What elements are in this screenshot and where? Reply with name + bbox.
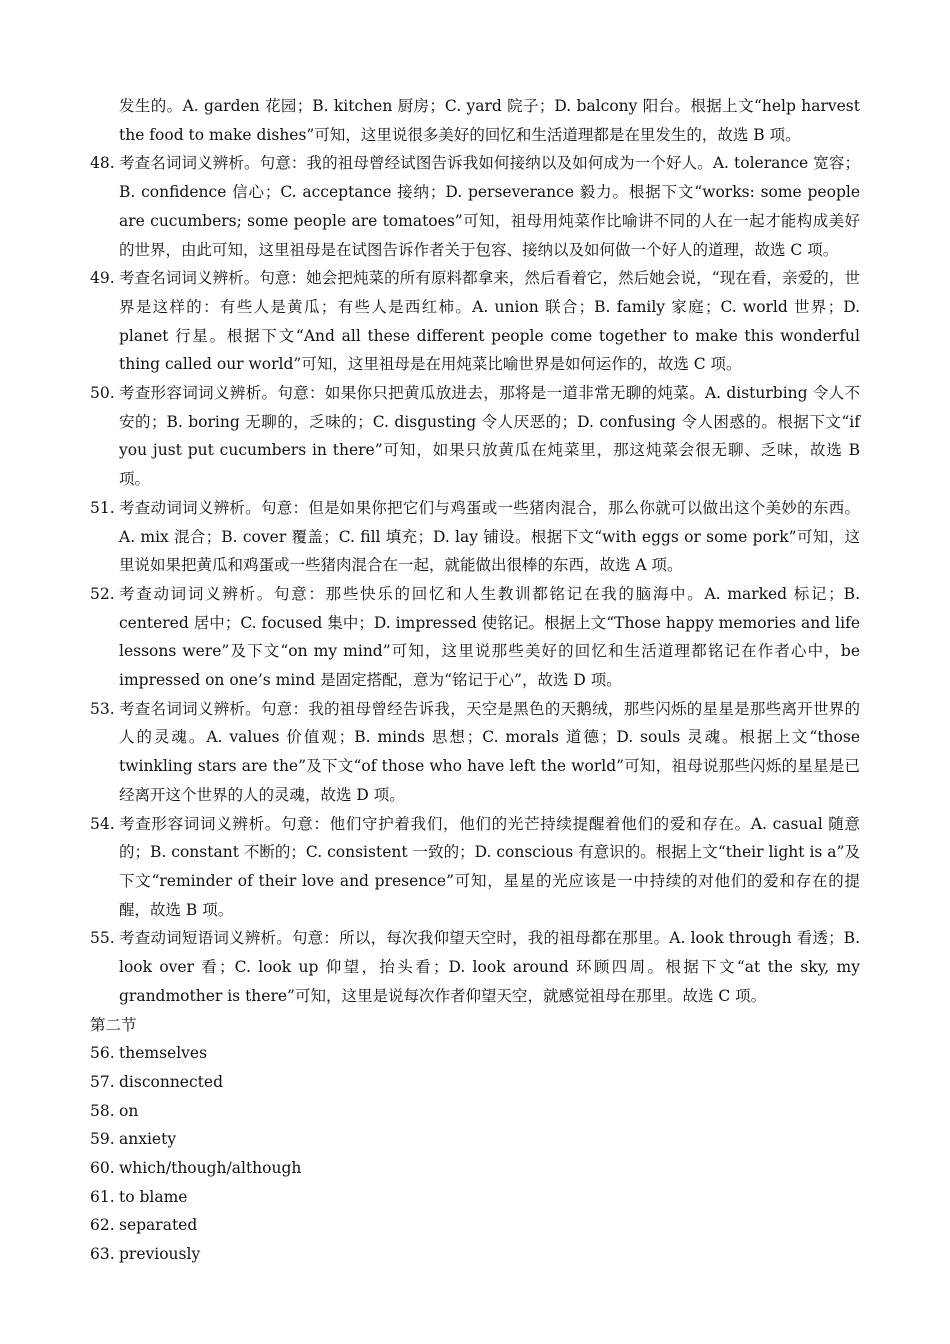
explanation-item (90, 264, 860, 379)
item-number: 52. (90, 584, 115, 603)
item-number: 55. (90, 929, 115, 948)
item-text: 考查名词词义辨析。句意：我的祖母曾经告诉我，天空是黑色的天鹅绒，那些闪烁的星星是那些离开世界的人的灵魂。A. values 价值观；B. minds 思想；C. morals 道德；D. souls 灵魂。根据上文“those twinkling stars are the”及下文“of those who have left the world”可知，祖母说那些闪烁的星星是已经离开这个世界的人的灵魂，故选 D 项。 (119, 699, 860, 804)
answer-item (90, 1240, 860, 1269)
explanation-item (90, 379, 860, 494)
answer-number: 57. (90, 1072, 115, 1091)
answer-number: 59. (90, 1130, 115, 1149)
explanation-item (90, 580, 860, 695)
section-title: 第二节 (90, 1015, 137, 1034)
item-text: 考查形容词词义辨析。句意：如果你只把黄瓜放进去，那将是一道非常无聊的炖菜。A. disturbing 令人不安的；B. boring 无聊的，乏味的；C. disgusting 令人厌恶的；D. confusing 令人困惑的。根据下文“if you just put cucumbers in there”可知，如果只放黄瓜在炖菜里，那这炖菜会很无聊、乏味，故选 B 项。 (119, 384, 860, 489)
answer-text: anxiety (119, 1130, 177, 1149)
item-text: 考查名词词义辨析。句意：她会把炖菜的所有原料都拿来，然后看着它，然后她会说，“现在看，亲爱的，世界是这样的：有些人是黄瓜；有些人是西红柿。A. union 联合；B. family 家庭；C. world 世界；D. planet 行星。根据下文“And all these different people come together to make this wonderful thing called our world”可知，这里祖母是在用炖菜比喻世界是如何运作的，故选 C 项。 (119, 269, 860, 374)
answer-text: themselves (119, 1044, 208, 1063)
answer-text: previously (119, 1245, 201, 1264)
answer-number: 63. (90, 1245, 115, 1264)
answer-text: to blame (119, 1187, 188, 1206)
item-number: 49. (90, 269, 115, 288)
answer-text: disconnected (119, 1072, 223, 1091)
item-number: 48. (90, 154, 115, 173)
item-number: 51. (90, 498, 115, 517)
answer-number: 61. (90, 1187, 115, 1206)
item-text: 考查动词词义辨析。句意：但是如果你把它们与鸡蛋或一些猪肉混合，那么你就可以做出这个美妙的东西。A. mix 混合；B. cover 覆盖；C. fill 填充；D. lay 铺设。根据下文“with eggs or some pork”可知，这里说如果把黄瓜和鸡蛋或一些猪肉混合在一起，就能做出很棒的东西，故选 A 项。 (119, 498, 860, 575)
answer-number: 60. (90, 1159, 115, 1178)
answer-number: 58. (90, 1101, 115, 1120)
explanation-item (90, 695, 860, 810)
answer-item (90, 1068, 860, 1097)
answer-item (90, 1183, 860, 1212)
answer-text: separated (119, 1216, 198, 1235)
explanation-item (90, 149, 860, 264)
answer-item (90, 1154, 860, 1183)
item-text: 考查名词词义辨析。句意：我的祖母曾经试图告诉我如何接纳以及如何成为一个好人。A. tolerance 宽容；B. confidence 信心；C. acceptance 接纳；D. perseverance 毅力。根据下文“works: some people are cucumbers; some people are tomatoes”可知，祖母用炖菜作比喻讲不同的人在一起才能构成美好的世界，由此可知，这里祖母是在试图告诉作者关于包容、接纳以及如何做一个好人的道理，故选 C 项。 (119, 154, 860, 259)
answer-item (90, 1039, 860, 1068)
item-number: 54. (90, 814, 115, 833)
explanation-item (90, 494, 860, 580)
answer-number: 56. (90, 1044, 115, 1063)
answer-text: which/though/although (119, 1159, 302, 1178)
answer-explanations (90, 92, 860, 1269)
item-text: 考查形容词词义辨析。句意：他们守护着我们，他们的光芒持续提醒着他们的爱和存在。A. casual 随意的；B. constant 不断的；C. consistent 一致的；D. conscious 有意识的。根据上文“their light is a”及下文“reminder of their love and presence”可知，星星的光应该是一中持续的对他们的爱和存在的提醒，故选 B 项。 (119, 814, 860, 919)
answer-item (90, 1097, 860, 1126)
item-number: 50. (90, 384, 115, 403)
answer-number: 62. (90, 1216, 115, 1235)
answer-text: on (119, 1101, 139, 1120)
continuation-paragraph: 发生的。A. garden 花园；B. kitchen 厨房；C. yard 院子；D. balcony 阳台。根据上文“help harvest the food to make dishes”可知，这里说很多美好的回忆和生活道理都是在里发生的，故选 B 项。 (119, 97, 860, 144)
explanation-item (90, 810, 860, 925)
explanation-item (90, 924, 860, 1010)
item-text: 考查动词词义辨析。句意：那些快乐的回忆和人生教训都铭记在我的脑海中。A. marked 标记；B. centered 居中；C. focused 集中；D. impressed 使铭记。根据上文“Those happy memories and life lessons were”及下文“on my mind”可知，这里说那些美好的回忆和生活道理都铭记在作者心中，be impressed on one’s mind 是固定搭配，意为“铭记于心”，故选 D 项。 (119, 584, 860, 690)
item-number: 53. (90, 699, 115, 718)
item-text: 考查动词短语词义辨析。句意：所以，每次我仰望天空时，我的祖母都在那里。A. look through 看透；B. look over 看；C. look up 仰望，抬头看；D. look around 环顾四周。根据下文“at the sky, my grandmother is there”可知，这里是说每次作者仰望天空，就感觉祖母在那里。故选 C 项。 (119, 929, 860, 1005)
answer-item (90, 1125, 860, 1154)
answer-item (90, 1211, 860, 1240)
